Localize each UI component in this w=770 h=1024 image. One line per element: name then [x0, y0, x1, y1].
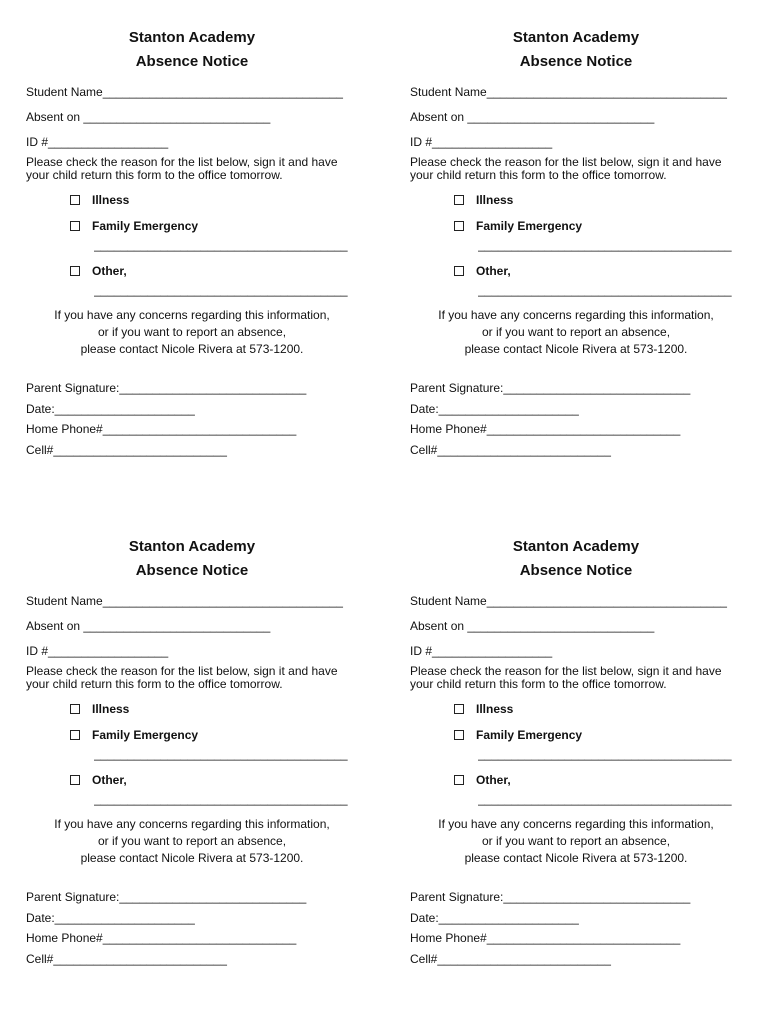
contact-info	[26, 816, 358, 867]
form-title: Absence Notice	[135, 53, 249, 70]
date-field[interactable]: Date:_____________________	[26, 401, 195, 416]
contact-line: please contact Nicole Rivera at 573-1200.	[464, 851, 688, 865]
date-field[interactable]: Date:_____________________	[26, 910, 195, 925]
absent-on-field[interactable]: Absent on ____________________________	[410, 110, 655, 124]
id-field[interactable]: ID #__________________	[26, 644, 169, 658]
id-field[interactable]: ID #__________________	[410, 135, 553, 149]
option-family-emergency[interactable]	[70, 728, 366, 743]
checkbox-icon[interactable]	[454, 221, 464, 231]
checkbox-icon[interactable]	[70, 730, 80, 740]
checkbox-icon[interactable]	[70, 704, 80, 714]
contact-line: If you have any concerns regarding this information,	[438, 308, 714, 322]
parent-signature-field[interactable]: Parent Signature:____________________________	[410, 381, 691, 395]
option-family-emergency[interactable]	[70, 219, 366, 234]
absence-notice-form-1	[26, 26, 366, 460]
contact-line: or if you want to report an absence,	[481, 325, 671, 339]
parent-signature-field[interactable]: Parent Signature:____________________________	[26, 381, 307, 395]
checkbox-icon[interactable]	[454, 266, 464, 276]
parent-signature-field[interactable]: Parent Signature:____________________________	[410, 890, 691, 904]
school-name: Stanton Academy	[512, 29, 640, 46]
option-label: Illness	[476, 193, 514, 207]
option-illness[interactable]	[70, 702, 366, 717]
option-label: Family Emergency	[476, 219, 583, 233]
signature-section	[410, 887, 750, 969]
checkbox-icon[interactable]	[70, 195, 80, 205]
other-fill-line[interactable]: ______________________________________	[94, 792, 348, 806]
date-field[interactable]: Date:_____________________	[410, 910, 579, 925]
contact-line: please contact Nicole Rivera at 573-1200.	[80, 342, 304, 356]
id-field[interactable]: ID #__________________	[410, 644, 553, 658]
absent-on-field[interactable]: Absent on ____________________________	[410, 619, 655, 633]
absence-notice-form-4	[410, 535, 750, 969]
form-title: Absence Notice	[519, 562, 633, 579]
checkbox-icon[interactable]	[454, 195, 464, 205]
absence-notice-form-2	[410, 26, 750, 460]
checkbox-icon[interactable]	[454, 730, 464, 740]
checkbox-icon[interactable]	[454, 775, 464, 785]
form-title: Absence Notice	[135, 562, 249, 579]
contact-line: or if you want to report an absence,	[97, 834, 287, 848]
option-label: Other,	[92, 264, 127, 278]
contact-info	[410, 307, 742, 358]
student-name-field[interactable]: Student Name____________________________________	[26, 85, 343, 99]
family-emergency-fill-line[interactable]: ______________________________________	[478, 747, 732, 761]
student-name-field[interactable]: Student Name____________________________________	[410, 594, 727, 608]
parent-signature-field[interactable]: Parent Signature:____________________________	[26, 890, 307, 904]
contact-info	[26, 307, 358, 358]
signature-section	[26, 887, 366, 969]
option-label: Illness	[92, 702, 130, 716]
other-fill-line[interactable]: ______________________________________	[94, 283, 348, 297]
checkbox-icon[interactable]	[70, 775, 80, 785]
home-phone-field[interactable]: Home Phone#_____________________________	[26, 422, 297, 436]
option-illness[interactable]	[454, 193, 750, 208]
family-emergency-fill-line[interactable]: ______________________________________	[478, 238, 732, 252]
absence-notice-form-3	[26, 535, 366, 969]
home-phone-field[interactable]: Home Phone#_____________________________	[410, 422, 681, 436]
other-fill-line[interactable]: ______________________________________	[478, 792, 732, 806]
cell-field[interactable]: Cell#__________________________	[410, 442, 611, 457]
contact-line: If you have any concerns regarding this information,	[54, 817, 330, 831]
checkbox-icon[interactable]	[70, 266, 80, 276]
option-family-emergency[interactable]	[454, 219, 750, 234]
option-label: Illness	[476, 702, 514, 716]
family-emergency-fill-line[interactable]: ______________________________________	[94, 747, 348, 761]
option-illness[interactable]	[454, 702, 750, 717]
option-family-emergency[interactable]	[454, 728, 750, 743]
form-title: Absence Notice	[519, 53, 633, 70]
contact-line: or if you want to report an absence,	[97, 325, 287, 339]
option-label: Family Emergency	[92, 728, 199, 742]
instructions: Please check the reason for the list below, sign it and have your child return this form to the office tomorrow.	[26, 664, 338, 691]
signature-section	[26, 378, 366, 460]
home-phone-field[interactable]: Home Phone#_____________________________	[410, 931, 681, 945]
school-name: Stanton Academy	[128, 538, 256, 555]
option-illness[interactable]	[70, 193, 366, 208]
instructions: Please check the reason for the list below, sign it and have your child return this form to the office tomorrow.	[26, 155, 338, 182]
cell-field[interactable]: Cell#__________________________	[26, 442, 227, 457]
other-fill-line[interactable]: ______________________________________	[478, 283, 732, 297]
contact-line: please contact Nicole Rivera at 573-1200.	[464, 342, 688, 356]
school-name: Stanton Academy	[512, 538, 640, 555]
signature-section	[410, 378, 750, 460]
family-emergency-fill-line[interactable]: ______________________________________	[94, 238, 348, 252]
contact-line: If you have any concerns regarding this information,	[54, 308, 330, 322]
absent-on-field[interactable]: Absent on ____________________________	[26, 110, 271, 124]
option-other[interactable]	[454, 773, 750, 788]
contact-line: If you have any concerns regarding this information,	[438, 817, 714, 831]
contact-line: please contact Nicole Rivera at 573-1200.	[80, 851, 304, 865]
instructions: Please check the reason for the list below, sign it and have your child return this form to the office tomorrow.	[410, 155, 722, 182]
cell-field[interactable]: Cell#__________________________	[410, 951, 611, 966]
option-label: Other,	[476, 773, 511, 787]
school-name: Stanton Academy	[128, 29, 256, 46]
id-field[interactable]: ID #__________________	[26, 135, 169, 149]
absent-on-field[interactable]: Absent on ____________________________	[26, 619, 271, 633]
date-field[interactable]: Date:_____________________	[410, 401, 579, 416]
student-name-field[interactable]: Student Name____________________________________	[26, 594, 343, 608]
option-label: Family Emergency	[476, 728, 583, 742]
checkbox-icon[interactable]	[70, 221, 80, 231]
option-other[interactable]	[454, 264, 750, 279]
cell-field[interactable]: Cell#__________________________	[26, 951, 227, 966]
contact-line: or if you want to report an absence,	[481, 834, 671, 848]
option-label: Illness	[92, 193, 130, 207]
option-other[interactable]	[70, 773, 366, 788]
option-other[interactable]	[70, 264, 366, 279]
home-phone-field[interactable]: Home Phone#_____________________________	[26, 931, 297, 945]
option-label: Other,	[476, 264, 511, 278]
student-name-field[interactable]: Student Name____________________________________	[410, 85, 727, 99]
checkbox-icon[interactable]	[454, 704, 464, 714]
contact-info	[410, 816, 742, 867]
option-label: Family Emergency	[92, 219, 199, 233]
option-label: Other,	[92, 773, 127, 787]
instructions: Please check the reason for the list below, sign it and have your child return this form to the office tomorrow.	[410, 664, 722, 691]
